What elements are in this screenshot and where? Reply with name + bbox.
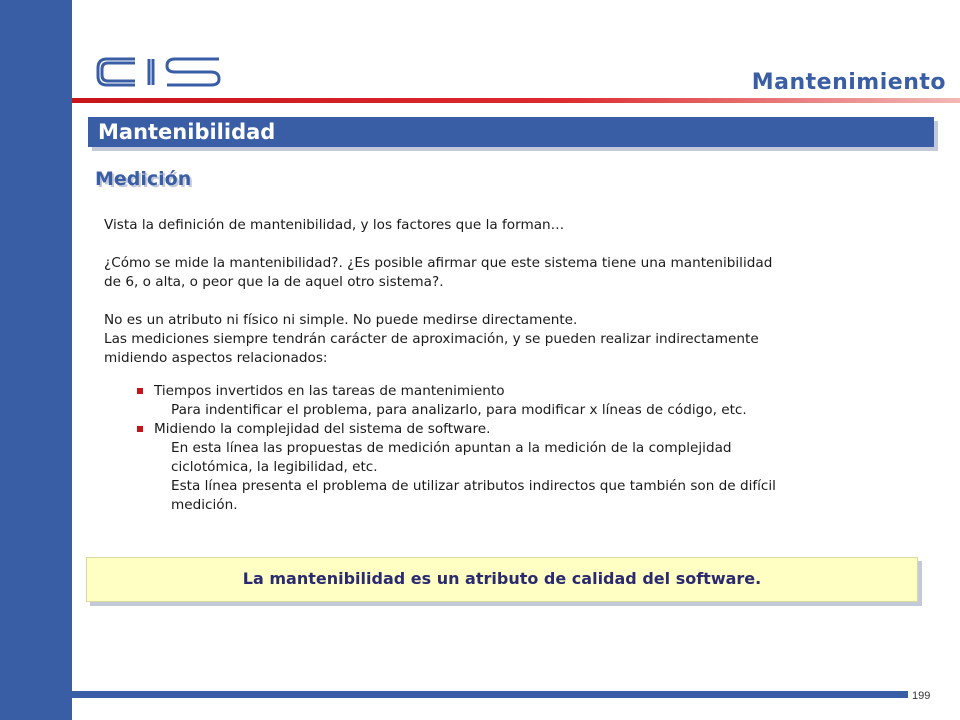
bullet-detail: Esta línea presenta el problema de utilizar atributos indirectos que también son de difícil [171,478,776,494]
left-accent-bar [0,0,72,720]
callout-box [86,557,918,602]
body-content [104,216,904,515]
paragraph-line: midiendo aspectos relacionados: [104,350,328,366]
cis-logo [95,52,225,92]
paragraph-line: Las mediciones siempre tendrán carácter de aproximación, y se pueden realizar indirectamente [104,331,759,347]
bullet-item [154,382,904,420]
bullet-detail: En esta línea las propuestas de medición apuntan a la medición de la complejidad [171,440,732,456]
bullet-detail: Para indentificar el problema, para analizarlo, para modificar x líneas de código, etc. [171,402,747,418]
square-bullet-icon [137,388,143,394]
page-header-title: Mantenimiento [751,70,946,95]
bullet-item [154,420,904,515]
footer-bar [72,691,908,698]
callout-text: La mantenibilidad es un atributo de calidad del software. [242,569,762,588]
bullet-detail: medición. [171,497,238,513]
paragraph-line: de 6, o alta, o peor que la de aquel otro sistema?. [104,274,444,290]
paragraph-line: ¿Cómo se mide la mantenibilidad?. ¿Es posible afirmar que este sistema tiene una mantenibilidad [104,255,773,271]
square-bullet-icon [137,426,143,432]
bullet-detail: ciclotómica, la legibilidad, etc. [171,459,378,475]
paragraph-line: Vista la definición de mantenibilidad, y los factores que la forman… [104,217,565,233]
subheading: Medición [95,168,192,190]
section-header [88,117,934,147]
header-divider [72,98,960,103]
paragraph-line: No es un atributo ni físico ni simple. No puede medirse directamente. [104,312,578,328]
bullet-list [104,382,904,515]
section-title: Mantenibilidad [98,120,276,144]
bullet-title: Midiendo la complejidad del sistema de software. [154,421,491,437]
bullet-title: Tiempos invertidos en las tareas de mantenimiento [154,383,505,399]
page-number: 199 [912,690,931,702]
